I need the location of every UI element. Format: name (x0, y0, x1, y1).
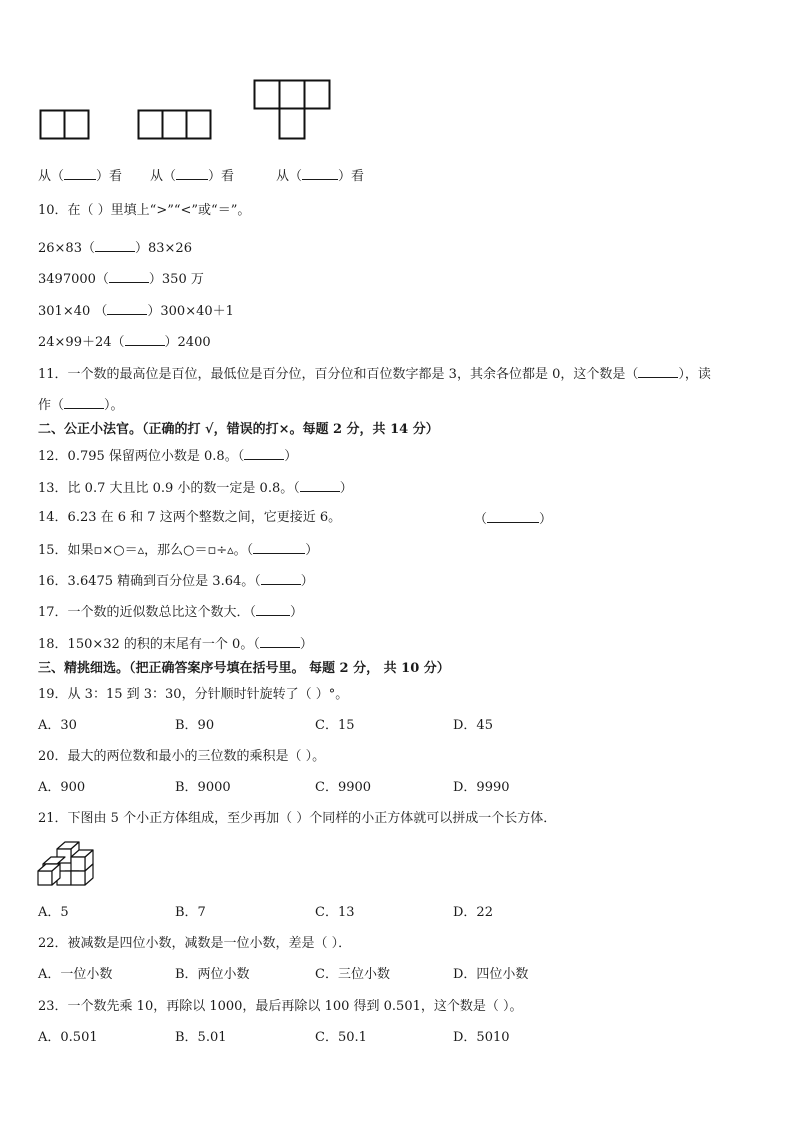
q21-option-c[interactable]: C．13 (315, 905, 355, 920)
question-17: 17．一个数的近似数总比这个数大．（ ） (38, 605, 304, 620)
q20-option-a[interactable]: A．900 (38, 780, 86, 795)
q20-option-b[interactable]: B．9000 (175, 780, 231, 795)
question-22: 22．被减数是四位小数，减数是一位小数，差是（ ）． (38, 936, 352, 951)
answer-blank[interactable] (253, 541, 305, 554)
answer-blank[interactable] (107, 302, 147, 315)
view-label-3: 从（ ）看 (276, 169, 365, 184)
q21-option-a[interactable]: A．5 (38, 905, 69, 920)
answer-blank[interactable] (125, 333, 165, 346)
q22-option-d[interactable]: D．四位小数 (453, 967, 529, 982)
answer-blank[interactable] (109, 270, 149, 283)
question-18: 18．150×32 的积的末尾有一个 0。（ ） (38, 637, 313, 652)
answer-blank[interactable] (244, 447, 284, 460)
q21-option-d[interactable]: D．22 (453, 905, 493, 920)
q23-option-c[interactable]: C．50.1 (315, 1030, 367, 1045)
cube-stack-figure (37, 841, 101, 893)
q10-row-4: 24×99＋24（ ）2400 (38, 335, 211, 350)
q19-option-c[interactable]: C．15 (315, 718, 355, 733)
question-14-answer: （ ） (474, 512, 553, 527)
answer-blank[interactable] (64, 167, 96, 180)
three-square-figure (138, 110, 212, 140)
question-20: 20．最大的两位数和最小的三位数的乘积是（ ）。 (38, 749, 326, 764)
q22-option-a[interactable]: A．一位小数 (38, 967, 113, 982)
q10-row-1: 26×83（ ）83×26 (38, 241, 192, 256)
q21-option-b[interactable]: B．7 (175, 905, 206, 920)
question-16: 16．3.6475 精确到百分位是 3.64。（ ） (38, 574, 314, 589)
answer-blank[interactable] (64, 396, 104, 409)
question-11-line-2: 作（ ）。 (38, 398, 124, 413)
answer-blank[interactable] (638, 365, 678, 378)
answer-blank[interactable] (300, 479, 340, 492)
q10-row-2: 3497000（ ）350 万 (38, 272, 204, 287)
q23-option-b[interactable]: B．5.01 (175, 1030, 227, 1045)
question-15: 15．如果▫×○＝▵，那么○＝▫÷▵。（ ） (38, 543, 319, 558)
answer-blank[interactable] (261, 572, 301, 585)
q22-option-c[interactable]: C．三位小数 (315, 967, 390, 982)
answer-blank[interactable] (176, 167, 208, 180)
section-2-title: 二、公正小法官。（正确的打 √，错误的打×。每题 2 分，共 14 分） (38, 422, 439, 437)
answer-blank[interactable] (95, 239, 135, 252)
question-11-line-1: 11．一个数的最高位是百位，最低位是百分位，百分位和百位数字都是 3，其余各位都是 0，这个数是（ ），读 (38, 367, 711, 382)
q10-row-3: 301×40 （ ）300×40＋1 (38, 304, 234, 319)
answer-blank[interactable] (256, 603, 290, 616)
question-23: 23．一个数先乘 10，再除以 1000，最后再除以 100 得到 0.501，这个数是（ ）。 (38, 999, 523, 1014)
view-label-1: 从（ ）看 (38, 169, 123, 184)
question-19: 19．从 3：15 到 3：30，分针顺时针旋转了（ ）°。 (38, 687, 349, 702)
two-square-figure (40, 110, 90, 140)
view-label-2: 从（ ）看 (150, 169, 235, 184)
q19-option-a[interactable]: A．30 (38, 718, 77, 733)
answer-blank[interactable] (302, 167, 338, 180)
answer-blank[interactable] (487, 510, 539, 523)
q19-option-b[interactable]: B．90 (175, 718, 215, 733)
q22-option-b[interactable]: B．两位小数 (175, 967, 250, 982)
section-3-title: 三、精挑细选。（把正确答案序号填在括号里。 每题 2 分， 共 10 分） (38, 661, 450, 676)
question-13: 13．比 0.7 大且比 0.9 小的数一定是 0.8。（ ） (38, 481, 353, 496)
question-21: 21．下图由 5 个小正方体组成，至少再加（ ）个同样的小正方体就可以拼成一个长方体． (38, 811, 557, 826)
q19-option-d[interactable]: D．45 (453, 718, 493, 733)
q20-option-c[interactable]: C．9900 (315, 780, 372, 795)
q20-option-d[interactable]: D．9990 (453, 780, 510, 795)
question-14: 14．6.23 在 6 和 7 这两个整数之间，它更接近 6。 (38, 510, 342, 525)
q23-option-d[interactable]: D．5010 (453, 1030, 510, 1045)
t-shape-figure (254, 80, 332, 140)
answer-blank[interactable] (260, 635, 300, 648)
question-12: 12．0.795 保留两位小数是 0.8。（ ） (38, 449, 298, 464)
question-10-title: 10．在（ ）里填上“>”“<”或“＝”。 (38, 203, 251, 218)
q23-option-a[interactable]: A．0.501 (38, 1030, 98, 1045)
